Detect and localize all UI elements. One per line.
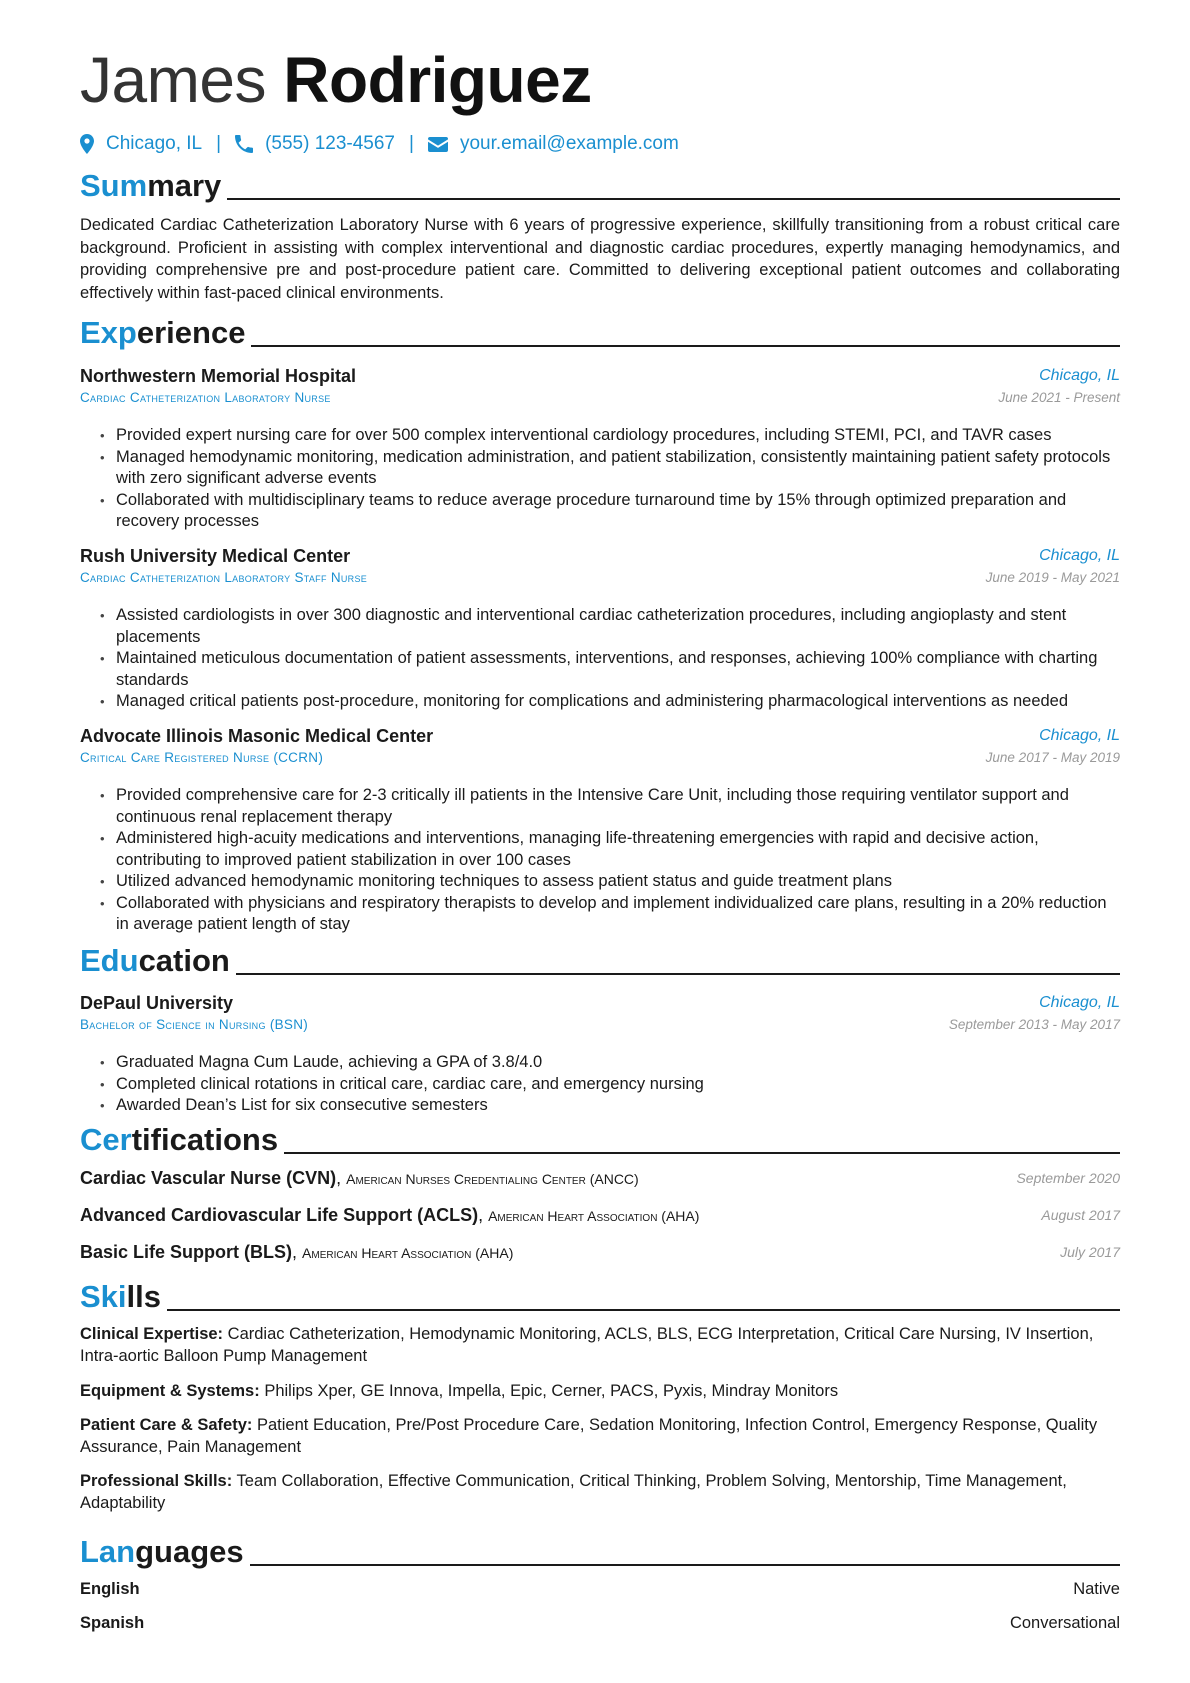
- envelope-icon: [428, 137, 448, 152]
- certification-date: September 2020: [1016, 1170, 1120, 1186]
- contact-separator: |: [216, 133, 222, 154]
- certification-issuer: American Heart Association (AHA): [302, 1245, 514, 1261]
- skill-label: Clinical Expertise:: [80, 1325, 224, 1343]
- job-entry-header: [80, 725, 1120, 769]
- certification-item: [80, 1205, 1120, 1231]
- school-location: Chicago, IL: [1039, 994, 1120, 1011]
- title-highlight: Cer: [80, 1122, 132, 1157]
- title-rest: erience: [136, 315, 246, 350]
- contact-line: [80, 133, 679, 155]
- section-rule: [236, 973, 1120, 975]
- list-item: • Collaborated with physicians and respiratory therapists to develop and implement individualized care plans, resulting in a 20% reduction in average patient length of stay: [116, 893, 1120, 936]
- skill-values: Patient Education, Pre/Post Procedure Care, Sedation Monitoring, Infection Control, Emergency Response, Quality Assurance, Pain Management: [80, 1416, 1098, 1456]
- title-rest: guages: [135, 1534, 244, 1569]
- job-dates: June 2019 - May 2021: [985, 570, 1120, 585]
- list-item: • Managed hemodynamic monitoring, medication administration, and patient stabilization, consistently maintaining patient safety protocols with zero significant adverse events: [116, 447, 1120, 490]
- certification-separator: ,: [292, 1242, 303, 1262]
- first-name: James: [80, 44, 266, 116]
- certification-name: Basic Life Support (BLS): [80, 1242, 293, 1262]
- job-organization: Advocate Illinois Masonic Medical Center: [80, 726, 434, 746]
- last-name: Rodriguez: [283, 44, 592, 116]
- title-highlight: Lan: [80, 1534, 136, 1569]
- education-entry-header: [80, 992, 1120, 1036]
- title-rest: tifications: [131, 1122, 279, 1157]
- section-rule: [167, 1309, 1120, 1311]
- job-entry-header: [80, 365, 1120, 409]
- language-name: Spanish: [80, 1614, 145, 1632]
- certification-name: Advanced Cardiovascular Life Support (ACLS): [80, 1205, 479, 1225]
- list-item: • Maintained meticulous documentation of patient assessments, interventions, and responses, achieving 100% compliance with charting standards: [116, 648, 1120, 691]
- location-text: Chicago, IL: [106, 133, 203, 154]
- job-bullets: [116, 785, 1120, 936]
- title-rest: mary: [147, 168, 222, 203]
- title-highlight: Ski: [80, 1279, 127, 1314]
- job-role: Cardiac Catheterization Laboratory Staff Nurse: [80, 570, 368, 585]
- certification-separator: ,: [336, 1168, 347, 1188]
- job-dates: June 2017 - May 2019: [985, 750, 1120, 765]
- job-entry-header: [80, 545, 1120, 589]
- job-location: Chicago, IL: [1039, 367, 1120, 384]
- section-title-languages: [80, 1534, 1120, 1570]
- email-text: your.email@example.com: [459, 133, 679, 154]
- contact-separator: |: [409, 133, 414, 154]
- section-title-certifications: [80, 1122, 1120, 1158]
- section-title-experience: [80, 315, 1120, 351]
- list-item: • Managed critical patients post-procedure, monitoring for complications and administering pharmacological interventions as needed: [116, 691, 1120, 713]
- section-title-education: [80, 943, 1120, 979]
- language-level: Conversational: [1009, 1614, 1120, 1632]
- certification-separator: ,: [478, 1205, 489, 1225]
- education-bullets: [116, 1052, 1120, 1117]
- job-role: Critical Care Registered Nurse (CCRN): [80, 750, 324, 765]
- list-item: • Provided expert nursing care for over 500 complex interventional cardiology procedures, including STEMI, PCI, and TAVR cases: [116, 425, 1120, 447]
- degree: Bachelor of Science in Nursing (BSN): [80, 1017, 309, 1032]
- skill-values: Team Collaboration, Effective Communication, Critical Thinking, Problem Solving, Mentorship, Time Management, Adaptability: [80, 1472, 1067, 1512]
- list-item: • Assisted cardiologists in over 300 diagnostic and interventional cardiac catheterization procedures, including angioplasty and stent placements: [116, 605, 1120, 648]
- job-location: Chicago, IL: [1039, 727, 1120, 744]
- skill-group: [80, 1415, 1120, 1458]
- title-highlight: Edu: [80, 943, 139, 978]
- section-title-skills: [80, 1279, 1120, 1315]
- skill-values: Philips Xper, GE Innova, Impella, Epic, Cerner, PACS, Pyxis, Mindray Monitors: [264, 1382, 839, 1400]
- job-role: Cardiac Catheterization Laboratory Nurse: [80, 390, 331, 405]
- skill-label: Equipment & Systems:: [80, 1382, 260, 1400]
- language-name: English: [80, 1580, 140, 1598]
- job-organization: Northwestern Memorial Hospital: [80, 366, 357, 386]
- job-dates: June 2021 - Present: [998, 390, 1120, 405]
- certification-issuer: American Heart Association (AHA): [488, 1208, 700, 1224]
- title-rest: cation: [138, 943, 230, 978]
- list-item: • Completed clinical rotations in critical care, cardiac care, and emergency nursing: [116, 1074, 1120, 1096]
- list-item: • Provided comprehensive care for 2-3 critically ill patients in the Intensive Care Unit, including those requiring ventilator support and continuous renal replacement therapy: [116, 785, 1120, 828]
- certification-item: [80, 1168, 1120, 1194]
- section-rule: [284, 1152, 1120, 1154]
- list-item: • Administered high-acuity medications and interventions, managing life-threatening emergencies with rapid and decisive action, contributing to improved patient stabilization in over 100 cases: [116, 828, 1120, 871]
- phone-icon: [235, 135, 253, 153]
- language-level: Native: [1073, 1580, 1120, 1598]
- list-item: • Utilized advanced hemodynamic monitoring techniques to assess patient status and guide treatment plans: [116, 871, 1120, 893]
- job-organization: Rush University Medical Center: [80, 546, 351, 566]
- title-highlight: Sum: [80, 168, 148, 203]
- certification-date: August 2017: [1041, 1207, 1120, 1223]
- list-item: • Awarded Dean’s List for six consecutive semesters: [116, 1095, 1120, 1117]
- section-rule: [251, 345, 1120, 347]
- section-rule: [250, 1564, 1120, 1566]
- title-rest: lls: [126, 1279, 161, 1314]
- certification-issuer: American Nurses Credentialing Center (ANCC): [346, 1171, 639, 1187]
- candidate-name: [80, 44, 592, 116]
- title-highlight: Exp: [80, 315, 137, 350]
- list-item: • Collaborated with multidisciplinary teams to reduce average procedure turnaround time by 15% through optimized preparation and recovery processes: [116, 490, 1120, 533]
- certification-date: July 2017: [1060, 1244, 1120, 1260]
- contact-email[interactable]: [428, 133, 679, 155]
- job-bullets: [116, 425, 1120, 533]
- contact-location: [80, 133, 202, 155]
- education-dates: September 2013 - May 2017: [948, 1017, 1120, 1032]
- list-item: • Graduated Magna Cum Laude, achieving a GPA of 3.8/4.0: [116, 1052, 1120, 1074]
- skill-group: [80, 1324, 1120, 1367]
- language-item: [80, 1580, 1120, 1604]
- section-rule: [227, 198, 1120, 200]
- phone-text: (555) 123-4567: [265, 133, 395, 154]
- skill-values: Cardiac Catheterization, Hemodynamic Monitoring, ACLS, BLS, ECG Interpretation, Critical Care Nursing, IV Insertion, Intra-aortic Balloon Pump Management: [80, 1325, 1094, 1365]
- summary-text: Dedicated Cardiac Catheterization Laboratory Nurse with 6 years of progressive experience, skillfully transitioning from a robust critical care background. Proficient in assisting with complex interventional and diagnostic cardiac procedures, expertly managing hemodynamics, and providing comprehensive pre and post-procedure patient care. Committed to delivering exceptional patient outcomes and collaborating effectively within fast-paced clinical environments.: [80, 216, 1120, 302]
- skill-label: Professional Skills:: [80, 1472, 233, 1490]
- map-pin-icon: [80, 134, 94, 154]
- certification-item: [80, 1242, 1120, 1268]
- contact-phone[interactable]: [235, 133, 395, 155]
- job-bullets: [116, 605, 1120, 713]
- section-title-summary: [80, 168, 1120, 204]
- language-item: [80, 1614, 1120, 1638]
- job-location: Chicago, IL: [1039, 547, 1120, 564]
- skill-group: [80, 1471, 1120, 1514]
- school-name: DePaul University: [80, 993, 234, 1013]
- skill-group: [80, 1381, 1120, 1403]
- certification-name: Cardiac Vascular Nurse (CVN): [80, 1168, 337, 1188]
- skill-label: Patient Care & Safety:: [80, 1416, 253, 1434]
